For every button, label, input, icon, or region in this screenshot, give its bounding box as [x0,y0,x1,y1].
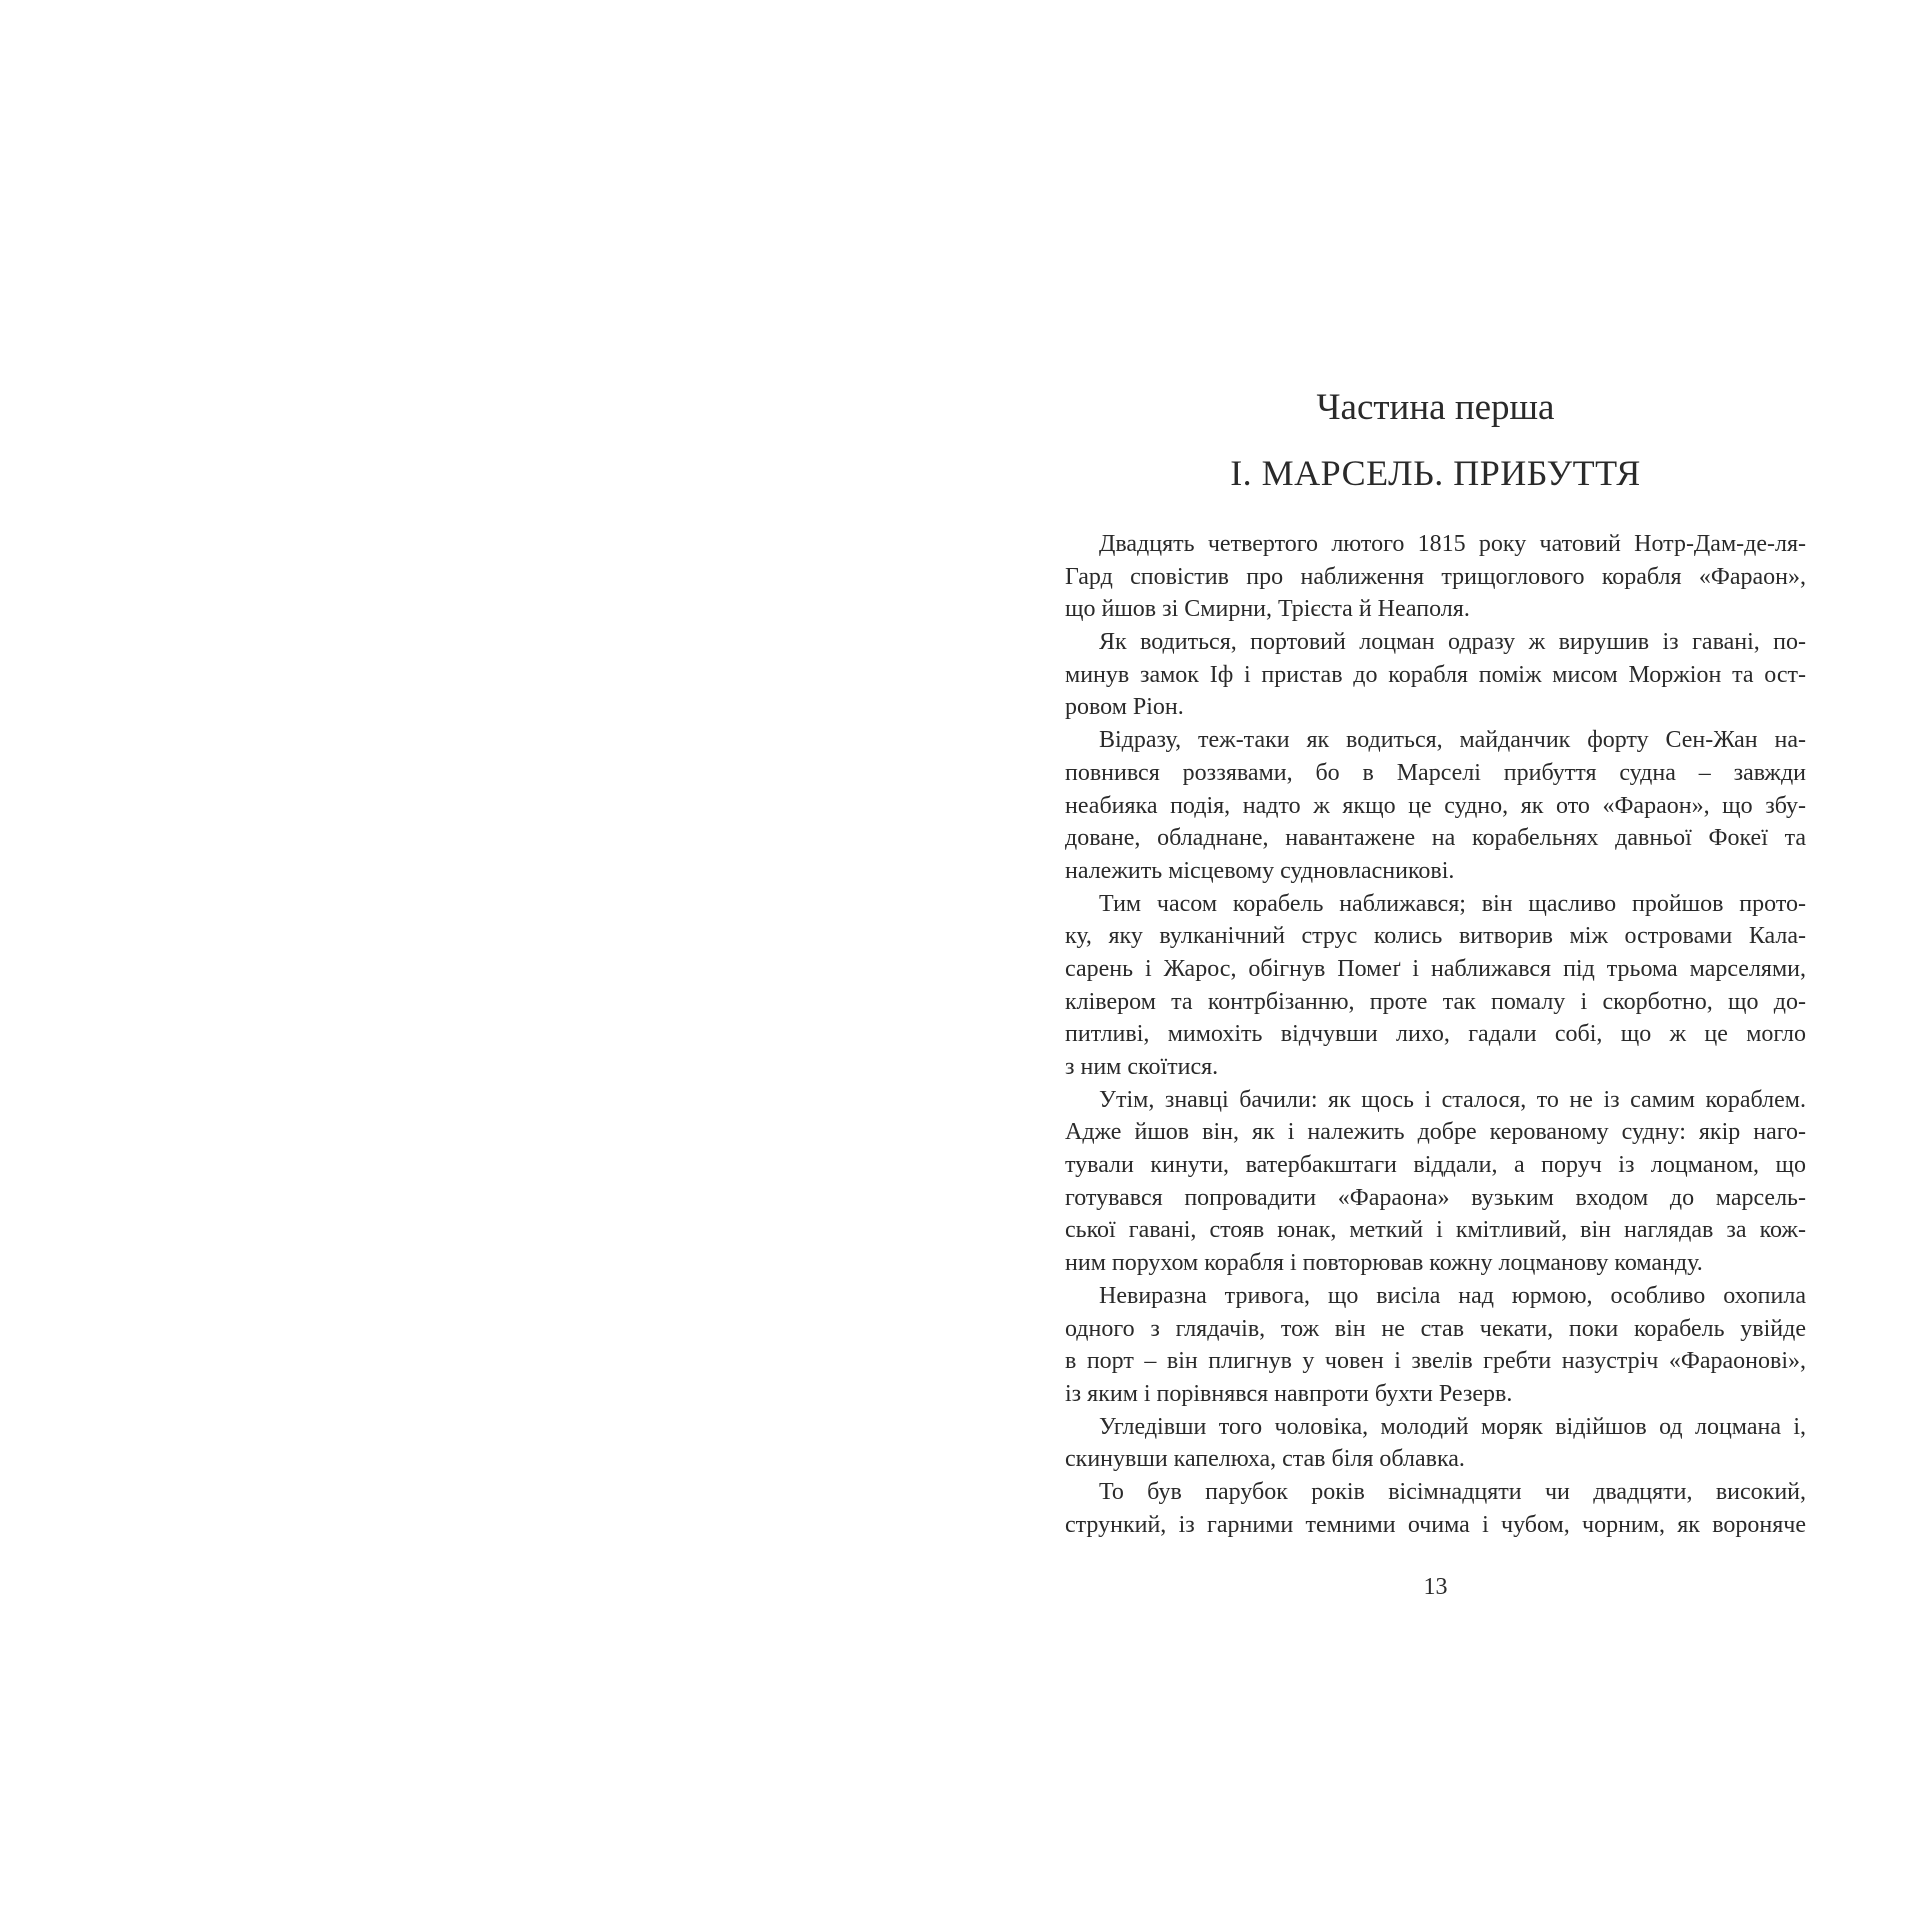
part-title: Частина перша [1316,387,1555,428]
paragraph [1065,528,1806,626]
text-line: Двадцять четвертого лютого 1815 року чатовий Нотр-Дам-де-ля- [1099,531,1806,557]
text-line: Утім, знавці бачили: як щось і сталося, то не із самим кораблем. [1099,1086,1806,1113]
text-line: Невиразна тривога, що висіла над юрмою, особливо охопила [1099,1282,1806,1309]
text-line: що йшов зі Смирни, Трієста й Неаполя. [1065,596,1470,623]
text-line: ним порухом корабля і повторював кожну лоцманову команду. [1065,1250,1703,1277]
text-line: Адже йшов він, як і належить добре керованому судну: якір наго- [1065,1119,1806,1146]
text-line: Як водиться, портовий лоцман одразу ж вирушив із гавані, по- [1099,629,1806,656]
text-line: тували кинути, ватербакштаги віддали, а поруч із лоцманом, що [1065,1152,1806,1179]
book-page [1065,0,1806,1920]
text-line: неабияка подія, надто ж якщо це судно, як ото «Фараон», що збу- [1065,792,1806,819]
paragraph [1065,626,1806,724]
chapter-title: I. МАРСЕЛЬ. ПРИБУТТЯ [1230,453,1641,493]
text-line: минув замок Іф і пристав до корабля поміж мисом Моржіон та ост- [1065,661,1806,688]
text-line: доване, обладнане, навантажене на корабельнях давньої Фокеї та [1065,825,1806,852]
text-line: Тим часом корабель наближався; він щасливо пройшов прото- [1099,890,1806,917]
text-line: в порт – він плигнув у човен і звелів гребти назустріч «Фараонові», [1065,1348,1806,1375]
paragraph [1065,1280,1806,1411]
text-line: ку, яку вулканічний струс колись витворив між островами Кала- [1065,923,1806,950]
text-line: Угледівши того чоловіка, молодий моряк відійшов од лоцмана і, [1099,1413,1806,1440]
page-number: 13 [1423,1574,1448,1600]
text-line: ровом Ріон. [1065,694,1184,721]
text-line: Відразу, теж-таки як водиться, майданчик форту Сен-Жан на- [1099,727,1806,754]
text-line: із яким і порівнявся навпроти бухти Резерв. [1065,1380,1513,1407]
text-line: готувався попровадити «Фараона» вузьким входом до марсель- [1065,1184,1806,1211]
text-line: сарень і Жарос, обігнув Помеґ і наближався під трьома марселями, [1065,955,1806,982]
text-line: стрункий, із гарними темними очима і чубом, чорним, як вороняче [1065,1511,1806,1538]
text-line: одного з глядачів, тож він не став чекати, поки корабель увійде [1065,1315,1806,1342]
text-line: питливі, мимохіть відчувши лихо, гадали собі, що ж це могло [1065,1021,1806,1048]
paragraph [1065,1084,1806,1280]
paragraph [1065,724,1806,887]
text-line: з ним скоїтися. [1065,1054,1219,1080]
body-text [1065,528,1806,1541]
text-line: належить місцевому судновласникові. [1065,857,1455,884]
text-line: повнився роззявами, бо в Марселі прибуття судна – завжди [1065,759,1806,786]
text-line: клівером та контрбізанню, проте так помалу і скорботно, що до- [1065,988,1806,1015]
text-line: Гард сповістив про наближення трищоглового корабля «Фараон», [1065,563,1806,590]
text-line: скинувши капелюха, став біля облавка. [1065,1446,1465,1473]
paragraph [1065,1411,1806,1476]
text-line: ської гавані, стояв юнак, меткий і кмітливий, він наглядав за кож- [1065,1217,1806,1244]
paragraph [1065,1476,1806,1541]
text-line: То був парубок років вісімнадцяти чи двадцяти, високий, [1099,1478,1806,1505]
paragraph [1065,888,1806,1084]
